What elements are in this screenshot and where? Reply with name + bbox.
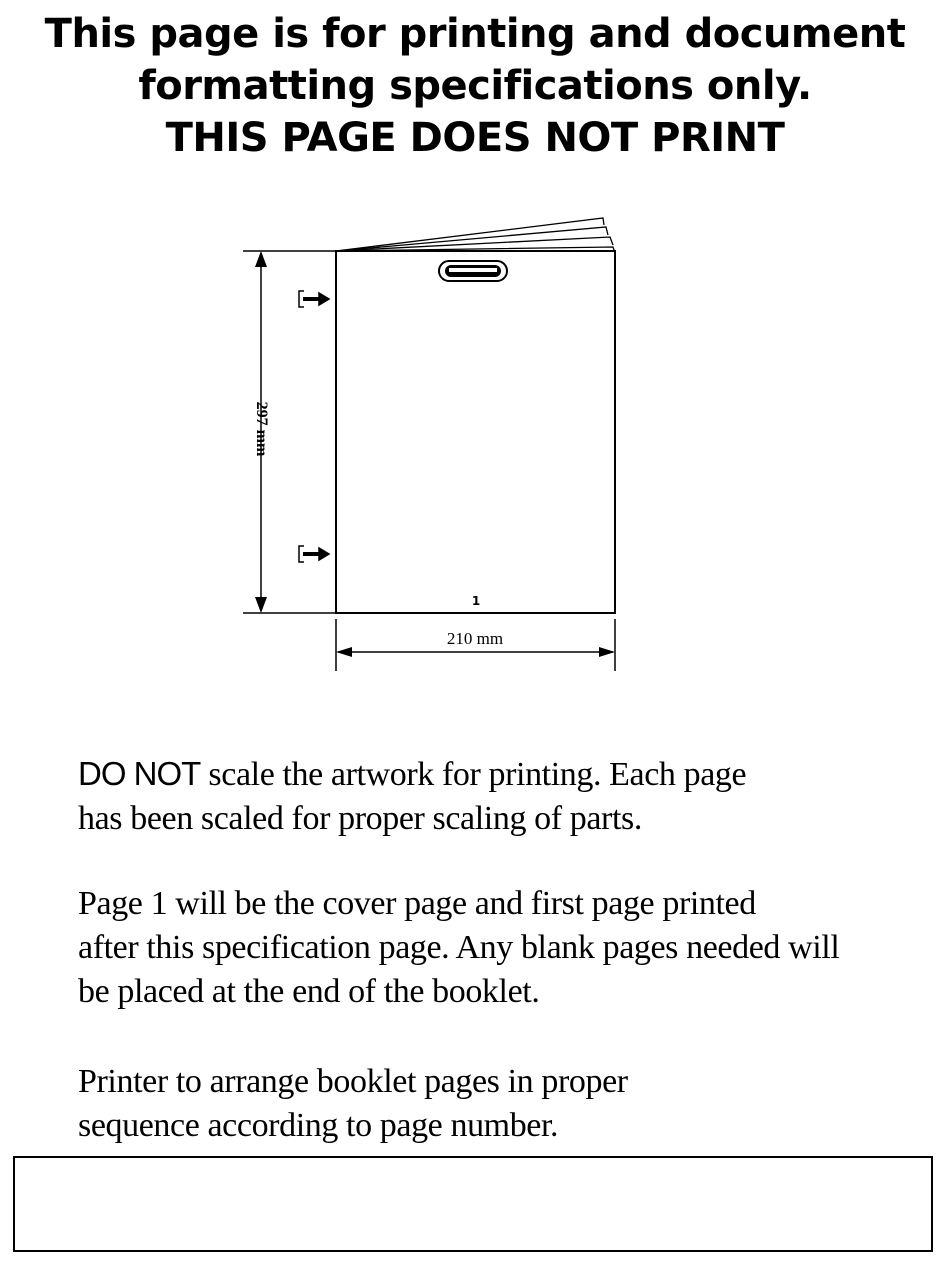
blank-notes-box	[13, 1156, 933, 1252]
booklet-back-pages	[336, 218, 615, 253]
logo-icon	[439, 261, 507, 281]
header-line-3: THIS PAGE DOES NOT PRINT	[165, 115, 785, 161]
hole-marker-bottom-icon	[299, 546, 329, 562]
instruction-cover-line-3: be placed at the end of the booklet.	[78, 973, 540, 1010]
booklet-diagram	[225, 205, 645, 685]
do-not-emphasis: DO NOT	[78, 755, 201, 792]
instruction-scaling-line-1: DO NOT scale the artwork for printing. Each page	[78, 755, 747, 793]
cover-page-number: 1	[471, 594, 481, 608]
header-line-1: This page is for printing and document	[44, 11, 906, 57]
instruction-sequence-line-1: Printer to arrange booklet pages in proper	[78, 1063, 628, 1100]
header-line-2: formatting specifications only.	[138, 63, 812, 109]
hole-marker-top-icon	[299, 291, 329, 307]
instruction-sequence	[78, 1060, 938, 1148]
instruction-cover-line-1: Page 1 will be the cover page and first page printed	[78, 885, 756, 922]
page-header	[0, 8, 950, 164]
instruction-scaling	[78, 752, 938, 841]
instruction-cover-line-2: after this specification page. Any blank pages needed will	[78, 929, 840, 966]
instruction-sequence-line-2: sequence according to page number.	[78, 1107, 559, 1144]
instruction-cover-page	[78, 882, 938, 1014]
booklet-cover-page	[336, 251, 615, 613]
width-label: 210 mm	[446, 629, 504, 648]
height-label: 297 mm	[253, 401, 270, 457]
instruction-scaling-line-2: has been scaled for proper scaling of parts.	[78, 800, 642, 837]
